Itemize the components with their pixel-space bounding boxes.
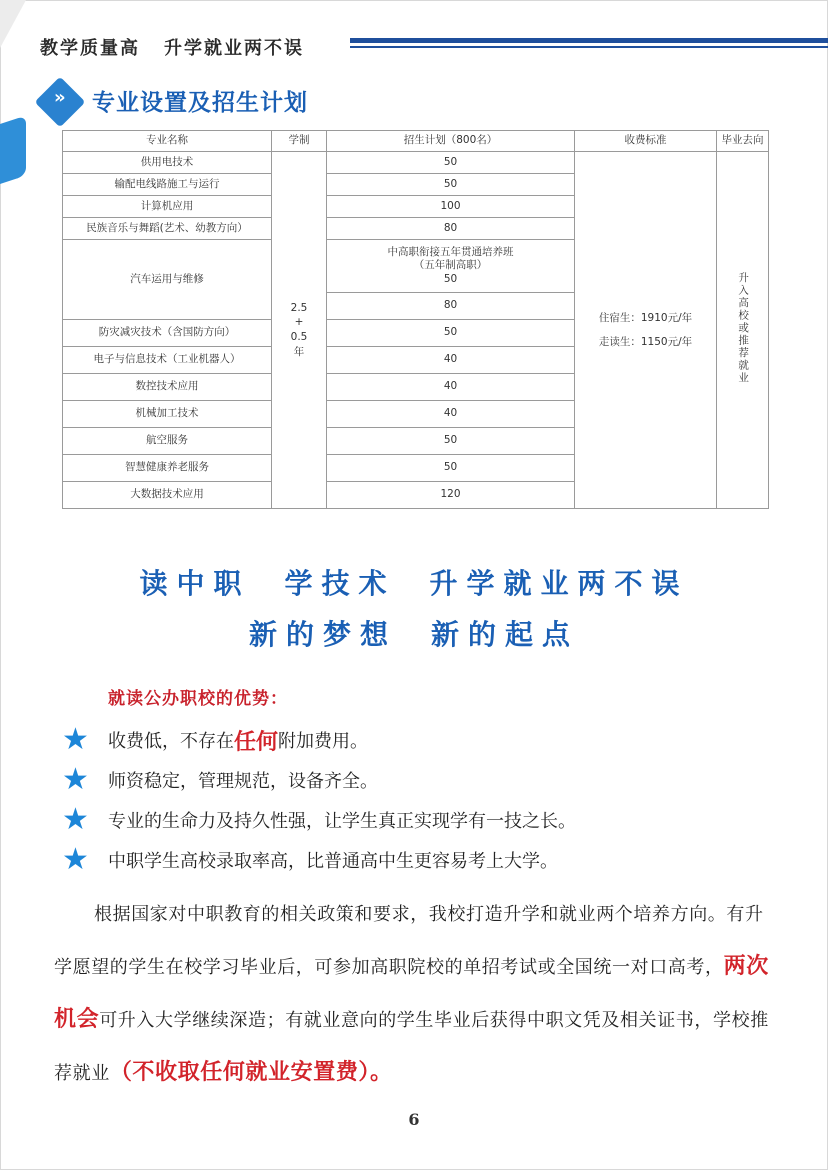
plan-count: 50	[327, 152, 575, 174]
major-name: 数控技术应用	[63, 374, 272, 401]
header-duration: 学制	[272, 131, 327, 152]
list-item	[62, 840, 576, 880]
plan-note: 中高职衔接五年贯通培养班	[387, 246, 514, 259]
plan-count: 50	[327, 320, 575, 347]
table-row	[63, 152, 769, 174]
slogan-phrase: 学技术	[284, 567, 396, 600]
header-rule	[350, 38, 828, 52]
paragraph-text: 根据国家对中职教育的相关政策和要求，我校打造升学和就业两个培养方向。有升学愿望的学生在校学习毕业后，可参加高职院校的单招考试或全国统一对口高考，	[54, 904, 764, 978]
major-name: 供用电技术	[63, 152, 272, 174]
duration-part: 2.5	[290, 301, 308, 314]
advantage-text: 附加费用。	[278, 731, 369, 752]
header-destination: 毕业去向	[717, 131, 769, 152]
plan-count: 40	[327, 401, 575, 428]
major-name: 输配电线路施工与运行	[63, 174, 272, 196]
paragraph-highlight: （不收取任何就业安置费）。	[109, 1060, 393, 1085]
plan-count-combined	[327, 240, 575, 293]
header-slogan-right: 升学就业两不误	[164, 38, 304, 59]
star-icon: ★	[62, 722, 89, 757]
fee-day: 走读生：1150元/年	[598, 336, 693, 348]
header-slogan-left: 教学质量高	[40, 38, 140, 59]
header-plan: 招生计划（800名）	[327, 131, 575, 152]
advantage-highlight: 任何	[234, 729, 279, 755]
table-header-row	[63, 131, 769, 152]
header-fee: 收费标准	[575, 131, 717, 152]
slogan-phrase: 读中职	[139, 567, 251, 600]
plan-count: 50	[327, 455, 575, 482]
plan-count: 80	[327, 218, 575, 240]
chevron-right-icon: »	[54, 87, 66, 108]
plan-count: 120	[327, 482, 575, 509]
advantage-text: 师资稳定，管理规范，设备齐全。	[108, 771, 378, 792]
paragraph-highlight: 两次机会	[54, 954, 769, 1032]
star-icon: ★	[62, 802, 89, 837]
corner-decoration	[0, 0, 26, 48]
advantages-title: 就读公办职校的优势：	[108, 689, 288, 709]
body-paragraph	[54, 889, 778, 1100]
list-item	[62, 760, 576, 800]
slogan-line-2	[0, 613, 828, 653]
plan-count: 80	[327, 293, 575, 320]
side-tab-decoration	[0, 116, 26, 189]
major-name: 机械加工技术	[63, 401, 272, 428]
plan-note: （五年制高职）	[413, 259, 488, 272]
plan-count: 40	[327, 347, 575, 374]
duration-part: 年	[293, 345, 305, 358]
duration-cell	[272, 152, 327, 509]
duration-part: 0.5	[290, 331, 308, 343]
advantage-text: 中职学生高校录取率高，比普通高中生更容易考上大学。	[108, 851, 558, 872]
destination-cell	[717, 152, 769, 509]
header-slogan	[40, 34, 304, 60]
slogan-phrase: 新的梦想	[248, 618, 397, 651]
duration-part: +	[294, 316, 304, 329]
enrollment-plan-table	[62, 130, 769, 509]
advantage-text: 专业的生命力及持久性强，让学生真正实现学有一技之长。	[108, 811, 576, 832]
advantage-text: 收费低，不存在	[108, 731, 234, 752]
destination-text: 升入高校或推荐就业	[737, 271, 750, 385]
plan-count: 100	[327, 196, 575, 218]
major-name: 民族音乐与舞蹈(艺术、幼教方向）	[63, 218, 272, 240]
major-name: 计算机应用	[63, 196, 272, 218]
list-item	[62, 720, 576, 760]
header-major: 专业名称	[63, 131, 272, 152]
slogan-phrase: 新的起点	[431, 618, 580, 651]
paragraph-text: 可升入大学继续深造；有就业意向的学生毕业后获得中职文凭及相关证书，学校推荐就业	[54, 1010, 769, 1084]
plan-count: 50	[327, 428, 575, 455]
major-name: 航空服务	[63, 428, 272, 455]
major-name: 智慧健康养老服务	[63, 455, 272, 482]
major-name: 电子与信息技术（工业机器人）	[63, 347, 272, 374]
star-icon: ★	[62, 842, 89, 877]
advantages-list	[62, 720, 576, 880]
fee-boarding: 住宿生：1910元/年	[598, 311, 693, 324]
plan-count: 40	[327, 374, 575, 401]
page-number: 6	[408, 1110, 420, 1129]
major-name: 大数据技术应用	[63, 482, 272, 509]
major-name: 防灾减灾技术（含国防方向）	[63, 320, 272, 347]
slogan-phrase: 升学就业两不误	[429, 567, 689, 600]
star-icon: ★	[62, 762, 89, 797]
section-title: 专业设置及招生计划	[92, 89, 308, 116]
fee-cell	[575, 152, 717, 509]
list-item	[62, 800, 576, 840]
slogan-line-1	[0, 562, 828, 602]
plan-count: 50	[443, 272, 458, 285]
major-name: 汽车运用与维修	[63, 240, 272, 320]
plan-count: 50	[327, 174, 575, 196]
